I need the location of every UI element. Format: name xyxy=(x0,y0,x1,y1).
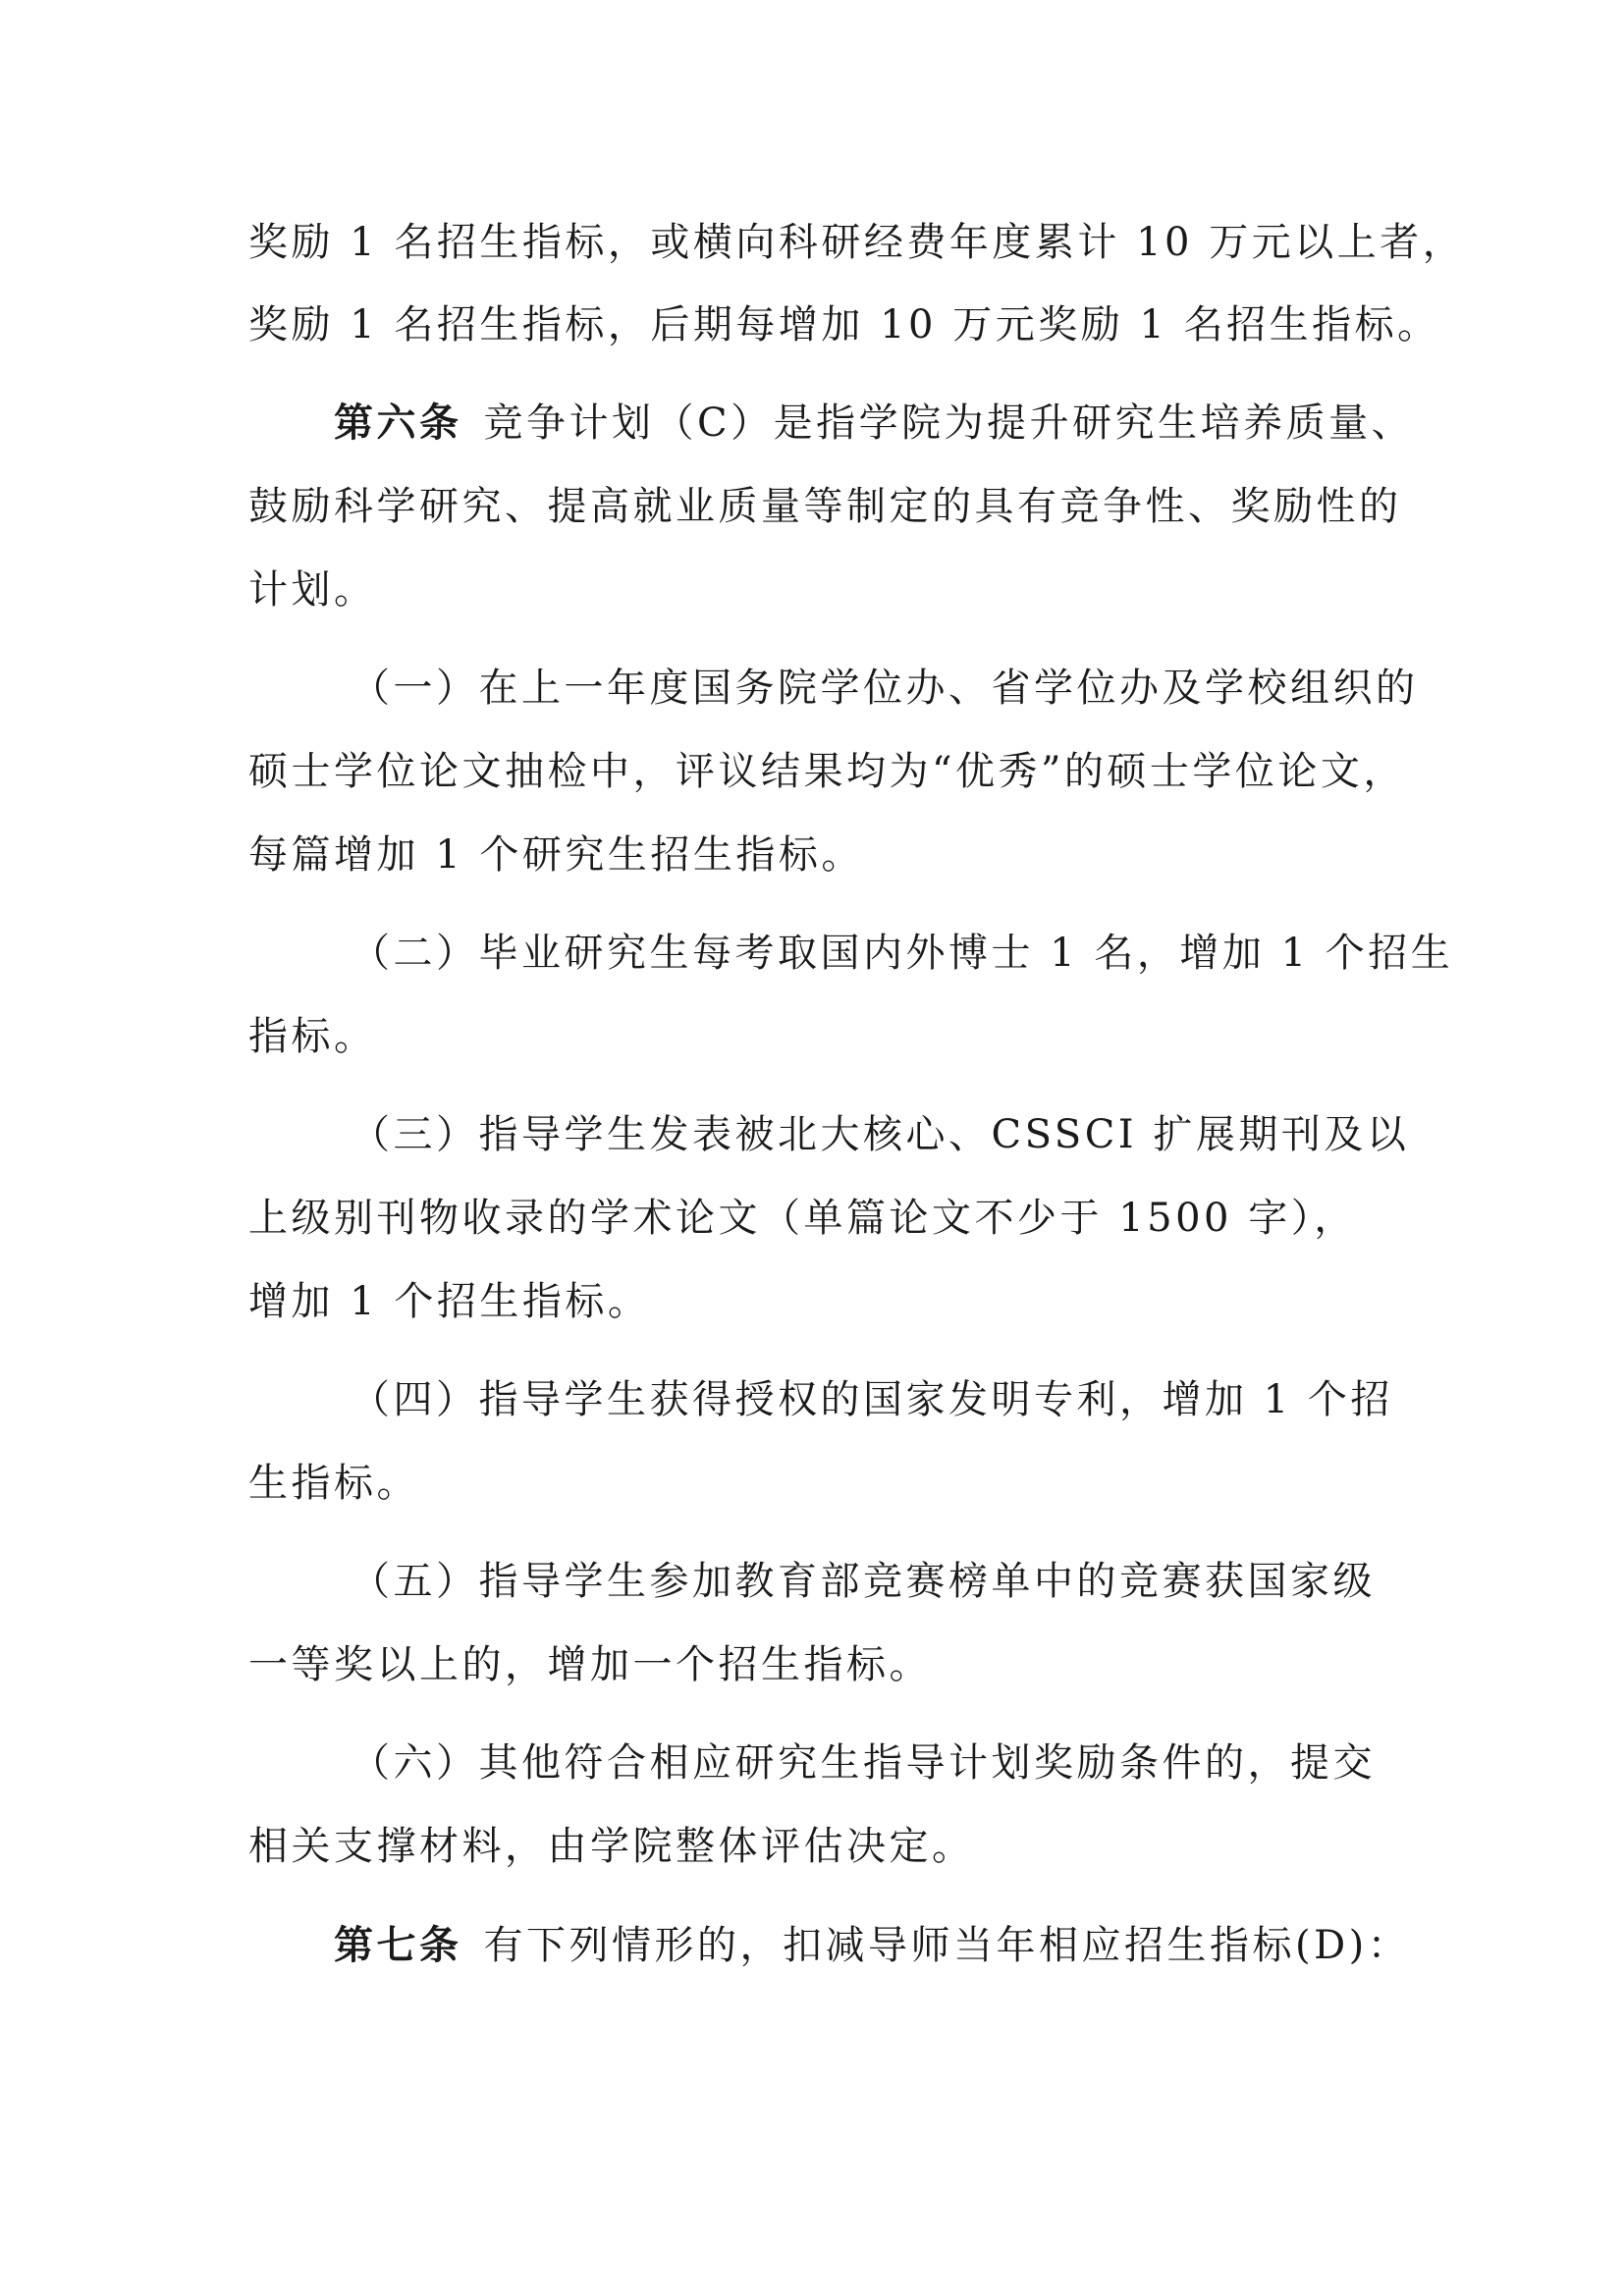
text-line: 每篇增加 1 个研究生招生指标。 xyxy=(248,832,864,878)
text-line: 指标。 xyxy=(248,1014,377,1059)
text-line: （五）指导学生参加教育部竞赛榜单中的竞赛获国家级 xyxy=(351,1559,1376,1604)
text-line: （六）其他符合相应研究生指导计划奖励条件的，提交 xyxy=(351,1740,1376,1786)
article-six-line xyxy=(334,400,1414,447)
text-line: 一等奖以上的，增加一个招生指标。 xyxy=(248,1642,932,1687)
text-line: （一）在上一年度国务院学位办、省学位办及学校组织的 xyxy=(351,666,1419,711)
text-line: 上级别刊物收录的学术论文（单篇论文不少于 1500 字）， xyxy=(248,1196,1357,1241)
text-line: 相关支撑材料，由学院整体评估决定。 xyxy=(248,1824,975,1869)
text-line: 奖励 1 名招生指标，或横向科研经费年度累计 10 万元以上者， xyxy=(248,220,1466,265)
text-line: （三）指导学生发表被北大核心、CSSCI 扩展期刊及以 xyxy=(351,1112,1410,1157)
text-fragment: 有下列情形的，扣减导师当年相应招生指标(D)： xyxy=(483,1923,1411,1968)
article-six-label: 第六条 xyxy=(334,400,462,446)
text-line: 计划。 xyxy=(248,567,377,613)
text-line: 鼓励科学研究、提高就业质量等制定的具有竞争性、奖励性的 xyxy=(248,484,1402,529)
article-seven-line xyxy=(334,1922,1410,1969)
text-line: 奖励 1 名招生指标，后期每增加 10 万元奖励 1 名招生指标。 xyxy=(248,302,1440,347)
article-seven-label: 第七条 xyxy=(334,1922,462,1968)
text-line: （二）毕业研究生每考取国内外博士 1 名，增加 1 个招生 xyxy=(351,931,1454,976)
text-line: 增加 1 个招生指标。 xyxy=(248,1279,651,1324)
text-line: 硕士学位论文抽检中，评议结果均为“优秀”的硕士学位论文， xyxy=(248,749,1406,794)
text-line: 生指标。 xyxy=(248,1461,419,1506)
text-line: （四）指导学生获得授权的国家发明专利，增加 1 个招 xyxy=(351,1377,1393,1422)
text-fragment: 竞争计划（C）是指学院为提升研究生培养质量、 xyxy=(483,400,1415,446)
